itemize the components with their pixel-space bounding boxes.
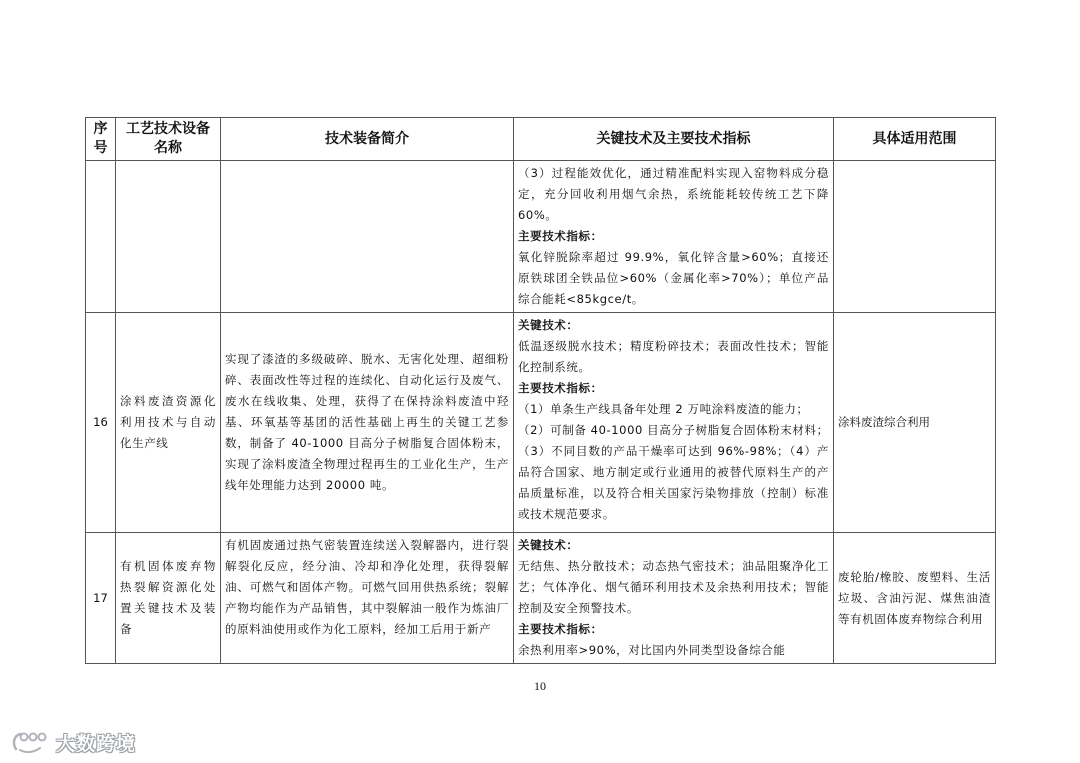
- table-row-17: [86, 533, 996, 664]
- indicator-line: 低温逐级脱水技术；精度粉碎技术；表面改性技术；智能化控制系统。: [518, 339, 829, 374]
- header-indicators: 关键技术及主要技术指标: [514, 118, 834, 161]
- indicator-line: 氧化锌脱除率超过 99.9%，氧化锌含量>60%；直接还原铁球团全铁品位>60%（金属化率>70%）；单位产品综合能耗<85kgce/t。: [518, 250, 829, 306]
- cell-name: 涂料废渣资源化利用技术与自动化生产线: [116, 313, 221, 533]
- indicator-heading: 主要技术指标：: [518, 381, 603, 395]
- page-number: 10: [534, 679, 546, 693]
- indicator-line: 无结焦、热分散技术；动态热气密技术；油品阻聚净化工艺；气体净化、烟气循环利用技术及余热利用技术；智能控制及安全预警技术。: [518, 559, 829, 615]
- technology-table: [85, 117, 996, 664]
- indicator-heading: 关键技术：: [518, 318, 579, 332]
- cell-name: 有机固体废弃物热裂解资源化处置关键技术及装备: [116, 533, 221, 664]
- cell-scope-empty: [834, 161, 996, 313]
- indicator-line: （1）单条生产线具备年处理 2 万吨涂料废渣的能力；: [518, 402, 809, 416]
- cell-scope: 涂料废渣综合利用: [834, 313, 996, 533]
- watermark-text: 大数跨境: [56, 732, 137, 755]
- cell-indicators: [514, 313, 834, 533]
- header-intro: 技术装备简介: [221, 118, 514, 161]
- indicator-line: （3）过程能效优化，通过精准配料实现入窑物料成分稳定，充分回收利用烟气余热，系统能耗较传统工艺下降 60%。: [518, 166, 829, 222]
- cell-no: 16: [86, 313, 116, 533]
- cell-scope: 废轮胎/橡胶、废塑料、生活垃圾、含油污泥、煤焦油渣等有机固体废弃物综合利用: [834, 533, 996, 664]
- cell-intro: 实现了漆渣的多级破碎、脱水、无害化处理、超细粉碎、表面改性等过程的连续化、自动化运行及废气、废水在线收集、处理，获得了在保持涂料废渣中羟基、环氧基等基团的活性基础上再生的关键工艺参数，制备了 40-1000 目高分子树脂复合固体粉末，实现了涂料废渣全物理过程再生的工业化生产，生产线年处理能力达到 20000 吨。: [221, 313, 514, 533]
- header-name: 工艺技术设备名称: [116, 118, 221, 161]
- cell-indicators: [514, 161, 834, 313]
- cell-name-empty: [116, 161, 221, 313]
- table-row-16: [86, 313, 996, 533]
- indicator-line: 余热利用率>90%，对比国内外同类型设备综合能: [518, 643, 786, 657]
- indicator-line: （2）可制备 40-1000 目高分子树脂复合固体粉末材料；: [518, 423, 829, 437]
- watermark: [10, 728, 136, 756]
- table-row-continued: [86, 161, 996, 313]
- indicator-line: （3）不同目数的产品干燥率可达到 96%-98%；（4）产品符合国家、地方制定或行业通用的被替代原料生产的产品质量标准，以及符合相关国家污染物排放（控制）标准或技术规范要求。: [518, 444, 829, 521]
- cell-no: 17: [86, 533, 116, 664]
- indicator-heading: 关键技术：: [518, 538, 579, 552]
- watermark-logo-icon: [10, 729, 50, 755]
- table-header-row: [86, 118, 996, 161]
- cell-no-empty: [86, 161, 116, 313]
- header-scope: 具体适用范围: [834, 118, 996, 161]
- cell-intro: 有机固废通过热气密装置连续送入裂解器内，进行裂解裂化反应，经分油、冷却和净化处理，获得裂解油、可燃气和固体产物。可燃气回用供热系统；裂解产物均能作为产品销售，其中裂解油一般作为炼油厂的原料油使用或作为化工原料，经加工后用于新产: [221, 533, 514, 664]
- indicator-heading: 主要技术指标：: [518, 229, 603, 243]
- indicator-heading: 主要技术指标：: [518, 622, 603, 636]
- cell-indicators: [514, 533, 834, 664]
- cell-intro-empty: [221, 161, 514, 313]
- header-no: 序号: [86, 118, 116, 161]
